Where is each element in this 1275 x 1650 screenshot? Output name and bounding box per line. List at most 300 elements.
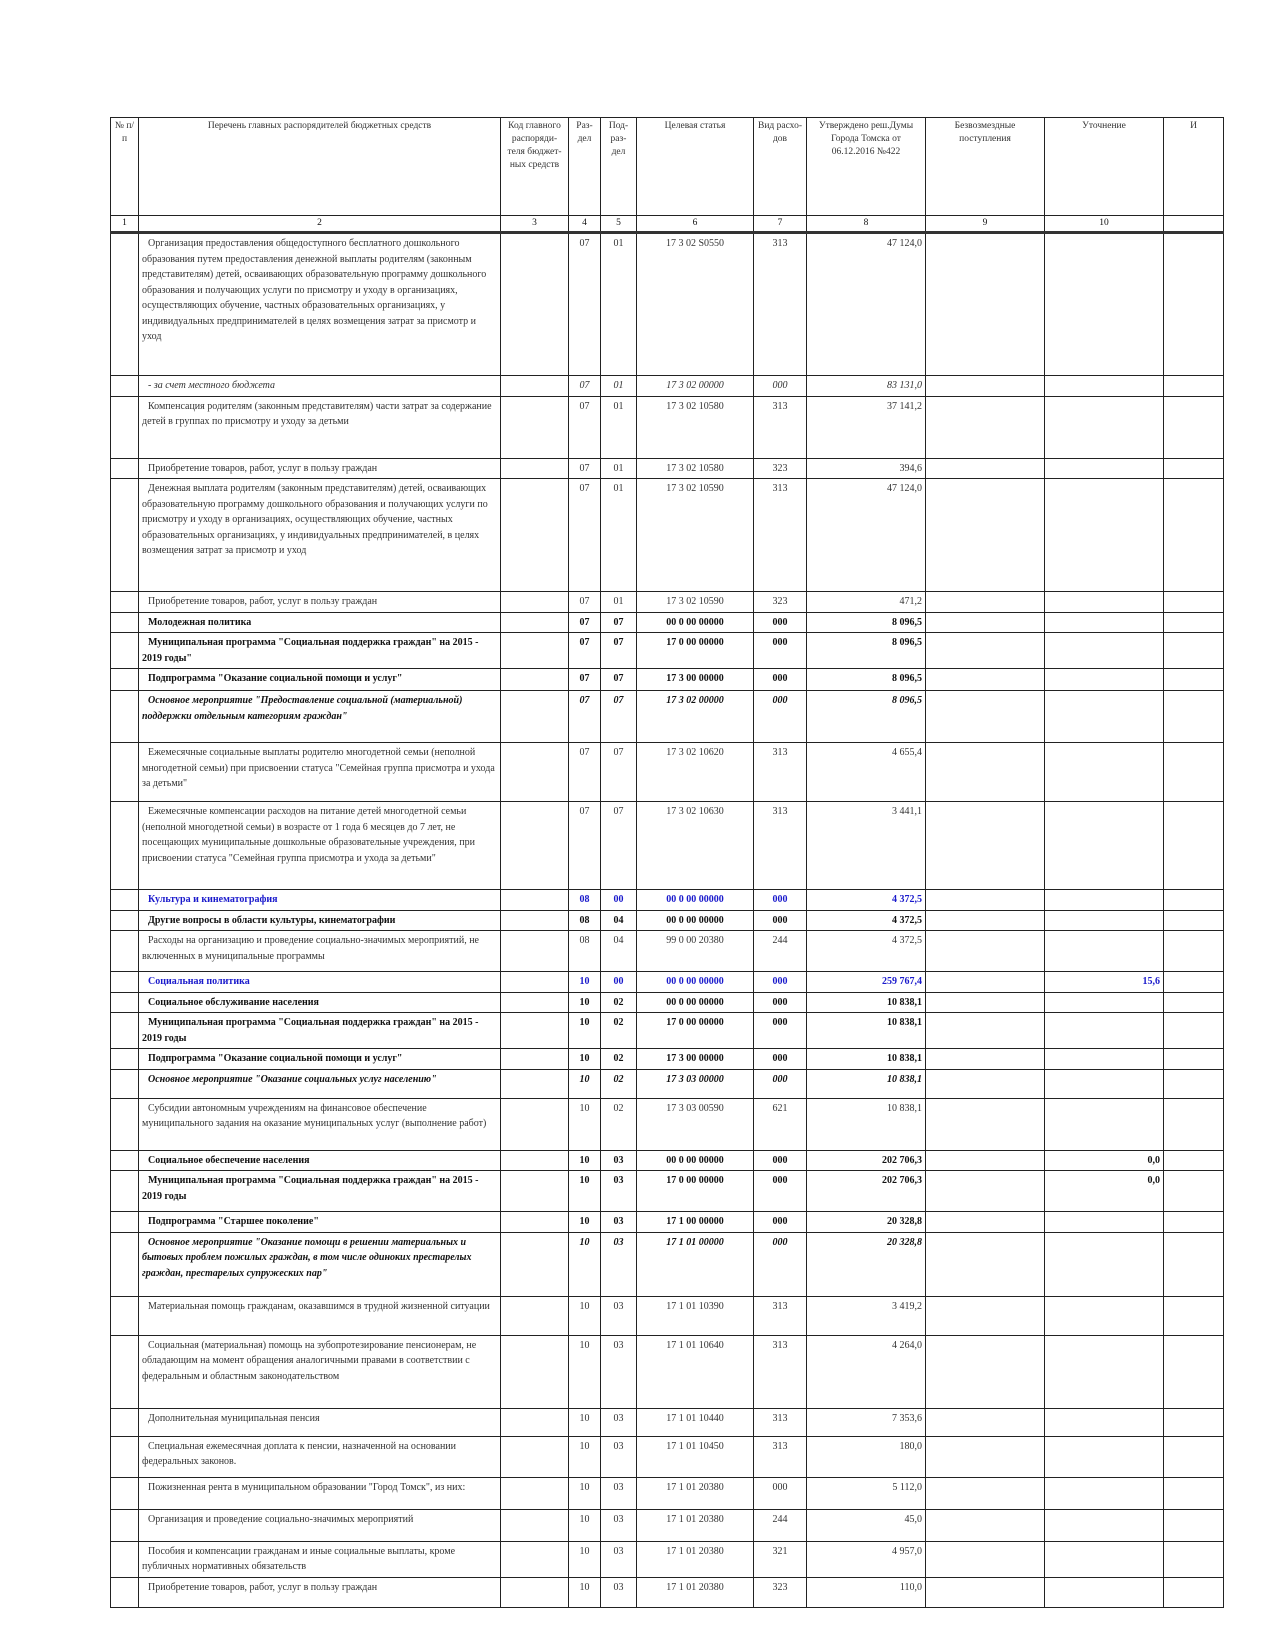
cell-desc: Ежемесячные компенсации расходов на питание детей многодетной семьи (неполной многодетной семьи) в возрасте от 1 года 6 месяцев до 7 лет, не посещающих муниципальные дошкольные образовательные учреждения, при присвоении статуса "Семейная группа присмотра и ухода за детьми"	[139, 802, 501, 890]
cell-next	[1164, 458, 1224, 479]
cell-desc: Специальная ежемесячная доплата к пенсии, назначенной на основании федеральных законов.	[139, 1436, 501, 1477]
cell-clarification	[1045, 910, 1164, 931]
cell-podrazdel: 02	[601, 1098, 637, 1150]
cell-clarification: 0,0	[1045, 1150, 1164, 1171]
cell-razdel: 10	[569, 1171, 601, 1212]
cell-empty	[111, 1232, 139, 1296]
cell-desc: Основное мероприятие "Оказание социальных услуг населению"	[139, 1069, 501, 1098]
cell-razdel: 07	[569, 802, 601, 890]
cell-podrazdel: 00	[601, 890, 637, 911]
cell-empty	[501, 743, 569, 802]
cell-razdel: 10	[569, 1509, 601, 1541]
cell-razdel: 07	[569, 743, 601, 802]
cell-vid: 313	[754, 233, 807, 376]
cell-podrazdel: 07	[601, 802, 637, 890]
cell-empty	[501, 1477, 569, 1509]
cell-vid: 000	[754, 1212, 807, 1233]
cell-approved: 471,2	[807, 592, 926, 613]
cell-next	[1164, 1477, 1224, 1509]
cell-vid: 313	[754, 1408, 807, 1436]
cell-clarification	[1045, 1069, 1164, 1098]
cell-desc: Ежемесячные социальные выплаты родителю многодетной семьи (неполной многодетной семьи) при присвоении статуса "Семейная группа присмотра и ухода за детьми"	[139, 743, 501, 802]
cell-empty	[501, 1150, 569, 1171]
cell-empty	[501, 1098, 569, 1150]
cell-empty	[111, 1541, 139, 1577]
cell-approved: 3 441,1	[807, 802, 926, 890]
cell-approved: 4 372,5	[807, 910, 926, 931]
column-number: 4	[569, 216, 601, 233]
header-col-approved: Утверждено реш.Думы Города Томска от 06.12.2016 №422	[807, 118, 926, 216]
cell-clarification	[1045, 1013, 1164, 1049]
cell-podrazdel: 04	[601, 931, 637, 972]
cell-desc: Приобретение товаров, работ, услуг в пользу граждан	[139, 1577, 501, 1607]
column-number-row	[111, 216, 1224, 233]
cell-podrazdel: 02	[601, 1049, 637, 1070]
cell-empty	[111, 1049, 139, 1070]
column-number: 1	[111, 216, 139, 233]
cell-vid: 621	[754, 1098, 807, 1150]
cell-next	[1164, 1541, 1224, 1577]
cell-vid: 313	[754, 396, 807, 458]
cell-article: 17 3 02 10580	[637, 396, 754, 458]
table-row	[111, 1296, 1224, 1335]
cell-next	[1164, 633, 1224, 669]
cell-free	[926, 1150, 1045, 1171]
cell-desc: Приобретение товаров, работ, услуг в пользу граждан	[139, 458, 501, 479]
cell-empty	[501, 633, 569, 669]
cell-razdel: 07	[569, 669, 601, 691]
cell-empty	[111, 910, 139, 931]
cell-empty	[501, 1232, 569, 1296]
cell-free	[926, 376, 1045, 397]
cell-next	[1164, 1049, 1224, 1070]
cell-podrazdel: 02	[601, 992, 637, 1013]
cell-next	[1164, 931, 1224, 972]
cell-free	[926, 1477, 1045, 1509]
cell-empty	[111, 992, 139, 1013]
cell-desc: Подпрограмма "Оказание социальной помощи и услуг"	[139, 1049, 501, 1070]
cell-empty	[111, 376, 139, 397]
table-row	[111, 669, 1224, 691]
cell-clarification	[1045, 633, 1164, 669]
cell-podrazdel: 03	[601, 1171, 637, 1212]
cell-razdel: 10	[569, 1069, 601, 1098]
cell-vid: 000	[754, 1049, 807, 1070]
cell-empty	[501, 458, 569, 479]
cell-article: 17 3 00 00000	[637, 669, 754, 691]
cell-empty	[501, 890, 569, 911]
cell-clarification	[1045, 1577, 1164, 1607]
cell-free	[926, 972, 1045, 993]
cell-next	[1164, 691, 1224, 743]
table-row	[111, 376, 1224, 397]
cell-free	[926, 691, 1045, 743]
cell-podrazdel: 01	[601, 592, 637, 613]
cell-razdel: 10	[569, 992, 601, 1013]
cell-empty	[111, 669, 139, 691]
cell-empty	[111, 479, 139, 592]
header-col-article: Целевая статья	[637, 118, 754, 216]
cell-approved: 20 328,8	[807, 1212, 926, 1233]
cell-podrazdel: 03	[601, 1150, 637, 1171]
cell-article: 17 1 01 10640	[637, 1335, 754, 1408]
cell-podrazdel: 03	[601, 1232, 637, 1296]
cell-approved: 4 655,4	[807, 743, 926, 802]
cell-empty	[501, 1171, 569, 1212]
cell-razdel: 10	[569, 1150, 601, 1171]
cell-empty	[501, 1296, 569, 1335]
cell-desc: Организация и проведение социально-значимых мероприятий	[139, 1509, 501, 1541]
cell-podrazdel: 01	[601, 376, 637, 397]
table-row	[111, 992, 1224, 1013]
cell-empty	[501, 992, 569, 1013]
cell-vid: 244	[754, 1509, 807, 1541]
cell-empty	[501, 1335, 569, 1408]
cell-podrazdel: 02	[601, 1069, 637, 1098]
header-row	[111, 118, 1224, 216]
cell-vid: 323	[754, 1577, 807, 1607]
cell-desc: Основное мероприятие "Оказание помощи в решении материальных и бытовых проблем пожилых граждан, в том числе одиноких престарелых граждан, престарелых супружеских пар"	[139, 1232, 501, 1296]
cell-podrazdel: 03	[601, 1541, 637, 1577]
cell-empty	[501, 931, 569, 972]
cell-empty	[111, 890, 139, 911]
cell-approved: 8 096,5	[807, 633, 926, 669]
cell-article: 17 0 00 00000	[637, 1013, 754, 1049]
cell-approved: 10 838,1	[807, 1013, 926, 1049]
cell-podrazdel: 07	[601, 612, 637, 633]
cell-razdel: 10	[569, 1335, 601, 1408]
table-row	[111, 1509, 1224, 1541]
cell-approved: 10 838,1	[807, 1069, 926, 1098]
column-number: 3	[501, 216, 569, 233]
cell-clarification	[1045, 1436, 1164, 1477]
cell-vid: 000	[754, 612, 807, 633]
table-row	[111, 802, 1224, 890]
table-row	[111, 1049, 1224, 1070]
table-row	[111, 1577, 1224, 1607]
cell-razdel: 10	[569, 1232, 601, 1296]
table-row	[111, 1408, 1224, 1436]
cell-clarification	[1045, 1212, 1164, 1233]
cell-approved: 8 096,5	[807, 612, 926, 633]
cell-vid: 323	[754, 592, 807, 613]
cell-article: 99 0 00 20380	[637, 931, 754, 972]
cell-vid: 323	[754, 458, 807, 479]
cell-approved: 37 141,2	[807, 396, 926, 458]
cell-razdel: 10	[569, 1577, 601, 1607]
cell-clarification	[1045, 992, 1164, 1013]
column-number	[1164, 216, 1224, 233]
cell-approved: 8 096,5	[807, 691, 926, 743]
cell-empty	[111, 1408, 139, 1436]
cell-podrazdel: 01	[601, 233, 637, 376]
cell-approved: 47 124,0	[807, 233, 926, 376]
cell-razdel: 08	[569, 910, 601, 931]
cell-next	[1164, 612, 1224, 633]
cell-clarification	[1045, 669, 1164, 691]
cell-free	[926, 1335, 1045, 1408]
cell-desc: Приобретение товаров, работ, услуг в пользу граждан	[139, 592, 501, 613]
cell-article: 17 1 01 00000	[637, 1232, 754, 1296]
cell-empty	[501, 669, 569, 691]
cell-podrazdel: 03	[601, 1477, 637, 1509]
cell-approved: 20 328,8	[807, 1232, 926, 1296]
cell-empty	[501, 376, 569, 397]
table-row	[111, 592, 1224, 613]
cell-empty	[501, 479, 569, 592]
cell-empty	[501, 1509, 569, 1541]
cell-approved: 3 419,2	[807, 1296, 926, 1335]
cell-desc: Молодежная политика	[139, 612, 501, 633]
cell-approved: 8 096,5	[807, 669, 926, 691]
cell-clarification	[1045, 931, 1164, 972]
cell-article: 17 3 00 00000	[637, 1049, 754, 1070]
cell-razdel: 10	[569, 1408, 601, 1436]
cell-razdel: 08	[569, 931, 601, 972]
cell-vid: 000	[754, 890, 807, 911]
cell-next	[1164, 992, 1224, 1013]
table-row	[111, 233, 1224, 376]
column-number: 10	[1045, 216, 1164, 233]
cell-desc: - за счет местного бюджета	[139, 376, 501, 397]
cell-article: 17 0 00 00000	[637, 1171, 754, 1212]
cell-empty	[111, 612, 139, 633]
header-col-vid: Вид расхо-дов	[754, 118, 807, 216]
cell-article: 17 1 01 10450	[637, 1436, 754, 1477]
cell-next	[1164, 1436, 1224, 1477]
cell-empty	[501, 802, 569, 890]
cell-free	[926, 1013, 1045, 1049]
cell-empty	[111, 396, 139, 458]
header-col-gr-code: Код главного распоряди-теля бюджет-ных средств	[501, 118, 569, 216]
header-col-razdel: Раз-дел	[569, 118, 601, 216]
cell-article: 17 1 01 20380	[637, 1509, 754, 1541]
cell-razdel: 07	[569, 691, 601, 743]
cell-free	[926, 1212, 1045, 1233]
table-row	[111, 396, 1224, 458]
cell-empty	[501, 612, 569, 633]
cell-empty	[111, 743, 139, 802]
cell-free	[926, 931, 1045, 972]
cell-next	[1164, 802, 1224, 890]
cell-razdel: 10	[569, 1477, 601, 1509]
table-row	[111, 972, 1224, 993]
cell-article: 00 0 00 00000	[637, 1150, 754, 1171]
cell-approved: 7 353,6	[807, 1408, 926, 1436]
cell-razdel: 07	[569, 479, 601, 592]
cell-empty	[111, 1477, 139, 1509]
table-row	[111, 1477, 1224, 1509]
cell-free	[926, 669, 1045, 691]
cell-approved: 110,0	[807, 1577, 926, 1607]
table-row	[111, 612, 1224, 633]
cell-vid: 000	[754, 1171, 807, 1212]
cell-free	[926, 1049, 1045, 1070]
cell-article: 17 3 03 00000	[637, 1069, 754, 1098]
column-number: 6	[637, 216, 754, 233]
cell-podrazdel: 07	[601, 669, 637, 691]
cell-clarification	[1045, 1408, 1164, 1436]
table-row	[111, 1098, 1224, 1150]
cell-empty	[501, 396, 569, 458]
cell-podrazdel: 03	[601, 1577, 637, 1607]
cell-article: 17 3 02 10630	[637, 802, 754, 890]
table-row	[111, 1013, 1224, 1049]
cell-empty	[111, 1098, 139, 1150]
cell-approved: 202 706,3	[807, 1171, 926, 1212]
cell-empty	[501, 1541, 569, 1577]
cell-vid: 313	[754, 1436, 807, 1477]
table-row	[111, 743, 1224, 802]
cell-article: 17 3 02 10580	[637, 458, 754, 479]
cell-desc: Социальная (материальная) помощь на зубопротезирование пенсионерам, не обладающим на момент обращения аналогичными правами в соответствии с федеральным и областным законодательством	[139, 1335, 501, 1408]
cell-vid: 321	[754, 1541, 807, 1577]
cell-empty	[111, 1436, 139, 1477]
cell-podrazdel: 03	[601, 1296, 637, 1335]
cell-podrazdel: 03	[601, 1212, 637, 1233]
header-col-next: И	[1164, 118, 1224, 216]
cell-clarification	[1045, 1335, 1164, 1408]
header-col-podrazdel: Под-раз-дел	[601, 118, 637, 216]
cell-desc: Денежная выплата родителям (законным представителям) детей, осваивающих образовательную программу дошкольного образования и получающих услуги по присмотру и уходу в организациях, осуществляющих обучение, частных образовательных организациях, у индивидуальных предпринимателей, в целях возмещения затрат за присмотр и уход	[139, 479, 501, 592]
cell-approved: 4 957,0	[807, 1541, 926, 1577]
cell-clarification	[1045, 612, 1164, 633]
column-number: 8	[807, 216, 926, 233]
cell-razdel: 07	[569, 376, 601, 397]
cell-next	[1164, 376, 1224, 397]
table-row	[111, 1541, 1224, 1577]
cell-next	[1164, 1408, 1224, 1436]
cell-article: 17 3 03 00590	[637, 1098, 754, 1150]
cell-podrazdel: 07	[601, 691, 637, 743]
cell-article: 17 3 02 S0550	[637, 233, 754, 376]
cell-vid: 000	[754, 1232, 807, 1296]
cell-empty	[501, 691, 569, 743]
cell-desc: Субсидии автономным учреждениям на финансовое обеспечение муниципального задания на оказание муниципальных услуг (выполнение работ)	[139, 1098, 501, 1150]
column-number: 9	[926, 216, 1045, 233]
cell-desc: Расходы на организацию и проведение социально-значимых мероприятий, не включенных в муниципальные программы	[139, 931, 501, 972]
cell-next	[1164, 1098, 1224, 1150]
cell-vid: 000	[754, 633, 807, 669]
cell-next	[1164, 669, 1224, 691]
cell-vid: 000	[754, 992, 807, 1013]
table-row	[111, 1232, 1224, 1296]
cell-approved: 5 112,0	[807, 1477, 926, 1509]
cell-next	[1164, 1232, 1224, 1296]
cell-razdel: 08	[569, 890, 601, 911]
cell-article: 17 1 01 10390	[637, 1296, 754, 1335]
cell-clarification	[1045, 743, 1164, 802]
cell-vid: 313	[754, 802, 807, 890]
table-row	[111, 633, 1224, 669]
cell-empty	[111, 1171, 139, 1212]
cell-approved: 259 767,4	[807, 972, 926, 993]
cell-free	[926, 1436, 1045, 1477]
cell-free	[926, 1171, 1045, 1212]
cell-free	[926, 396, 1045, 458]
cell-desc: Пособия и компенсации гражданам и иные социальные выплаты, кроме публичных нормативных обязательств	[139, 1541, 501, 1577]
cell-free	[926, 633, 1045, 669]
cell-clarification	[1045, 233, 1164, 376]
table-row	[111, 1212, 1224, 1233]
cell-article: 00 0 00 00000	[637, 890, 754, 911]
cell-desc: Подпрограмма "Оказание социальной помощи и услуг"	[139, 669, 501, 691]
cell-approved: 47 124,0	[807, 479, 926, 592]
cell-podrazdel: 03	[601, 1335, 637, 1408]
cell-article: 00 0 00 00000	[637, 910, 754, 931]
cell-free	[926, 743, 1045, 802]
cell-approved: 394,6	[807, 458, 926, 479]
cell-approved: 4 372,5	[807, 890, 926, 911]
cell-empty	[111, 1212, 139, 1233]
cell-free	[926, 233, 1045, 376]
cell-empty	[111, 1013, 139, 1049]
cell-free	[926, 1069, 1045, 1098]
cell-podrazdel: 04	[601, 910, 637, 931]
cell-empty	[501, 1069, 569, 1098]
cell-clarification	[1045, 1296, 1164, 1335]
cell-empty	[111, 1335, 139, 1408]
cell-approved: 180,0	[807, 1436, 926, 1477]
cell-free	[926, 910, 1045, 931]
cell-free	[926, 592, 1045, 613]
cell-free	[926, 1296, 1045, 1335]
cell-article: 17 1 01 20380	[637, 1577, 754, 1607]
cell-next	[1164, 479, 1224, 592]
table-row	[111, 1436, 1224, 1477]
cell-empty	[111, 592, 139, 613]
table-row	[111, 1335, 1224, 1408]
cell-razdel: 10	[569, 972, 601, 993]
cell-article: 00 0 00 00000	[637, 612, 754, 633]
cell-article: 17 1 01 20380	[637, 1541, 754, 1577]
table-row	[111, 691, 1224, 743]
cell-vid: 000	[754, 1150, 807, 1171]
cell-empty	[111, 1296, 139, 1335]
cell-vid: 313	[754, 479, 807, 592]
cell-empty	[501, 1436, 569, 1477]
cell-empty	[501, 1408, 569, 1436]
table-row	[111, 1171, 1224, 1212]
cell-next	[1164, 233, 1224, 376]
header-col-name: Перечень главных распорядителей бюджетных средств	[139, 118, 501, 216]
cell-empty	[501, 1049, 569, 1070]
table-row	[111, 458, 1224, 479]
cell-desc: Пожизненная рента в муниципальном образовании "Город Томск", из них:	[139, 1477, 501, 1509]
cell-vid: 000	[754, 1477, 807, 1509]
cell-razdel: 07	[569, 612, 601, 633]
cell-empty	[111, 458, 139, 479]
cell-empty	[111, 691, 139, 743]
cell-free	[926, 458, 1045, 479]
cell-approved: 10 838,1	[807, 992, 926, 1013]
cell-clarification	[1045, 802, 1164, 890]
cell-free	[926, 1408, 1045, 1436]
cell-clarification	[1045, 458, 1164, 479]
cell-desc: Муниципальная программа "Социальная поддержка граждан" на 2015 - 2019 годы	[139, 1171, 501, 1212]
cell-podrazdel: 03	[601, 1408, 637, 1436]
cell-desc: Дополнительная муниципальная пенсия	[139, 1408, 501, 1436]
cell-desc: Другие вопросы в области культуры, кинематографии	[139, 910, 501, 931]
cell-clarification	[1045, 1477, 1164, 1509]
cell-article: 17 1 01 10440	[637, 1408, 754, 1436]
cell-empty	[111, 1509, 139, 1541]
cell-desc: Основное мероприятие "Предоставление социальной (материальной) поддержки отдельным категориям граждан"	[139, 691, 501, 743]
cell-vid: 000	[754, 669, 807, 691]
cell-article: 17 0 00 00000	[637, 633, 754, 669]
header-col-clarification: Уточнение	[1045, 118, 1164, 216]
cell-clarification	[1045, 1098, 1164, 1150]
